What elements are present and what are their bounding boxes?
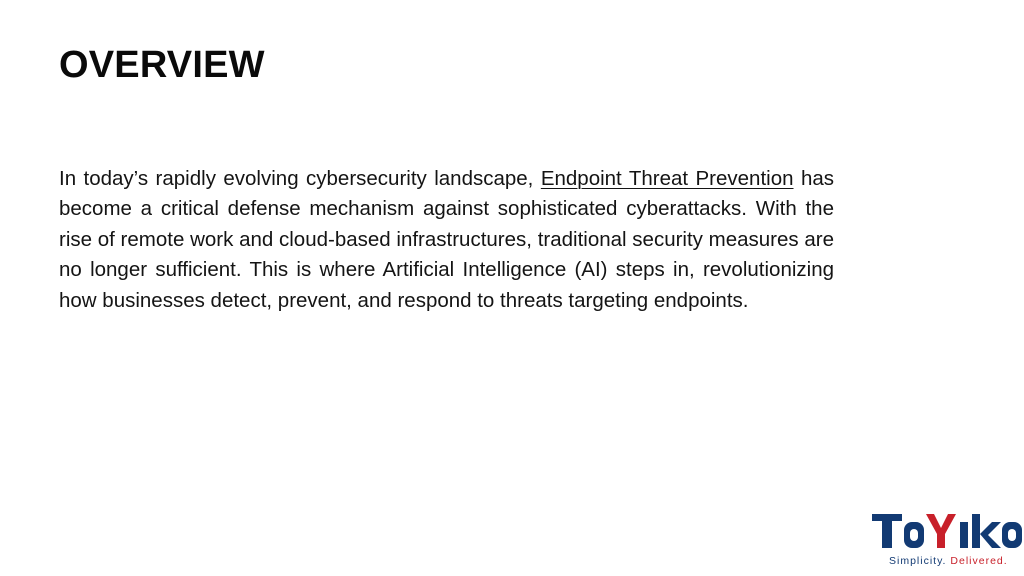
paragraph-body-text: has become a critical defense mechanism against sophisticated cyberattacks. With the rise of remote work and cloud-based infrastructures, traditional security measures are no longer sufficient. This is where Artificial Intelligence (AI) steps in, revolutionizing how businesses detect, prevent, and respond to threats targeting endpoints. <box>59 167 835 312</box>
tagline-delivered: Delivered. <box>950 555 1008 567</box>
overview-paragraph <box>59 164 834 316</box>
logo-tagline <box>889 555 1008 567</box>
tayika-wordmark-logo <box>868 508 1024 554</box>
tagline-simplicity: Simplicity. <box>889 555 947 567</box>
endpoint-threat-prevention-link[interactable]: Endpoint Threat Prevention <box>540 167 794 190</box>
page-title: OVERVIEW <box>59 44 265 86</box>
paragraph-intro-text: In today’s rapidly evolving cybersecurity landscape, <box>59 167 541 190</box>
